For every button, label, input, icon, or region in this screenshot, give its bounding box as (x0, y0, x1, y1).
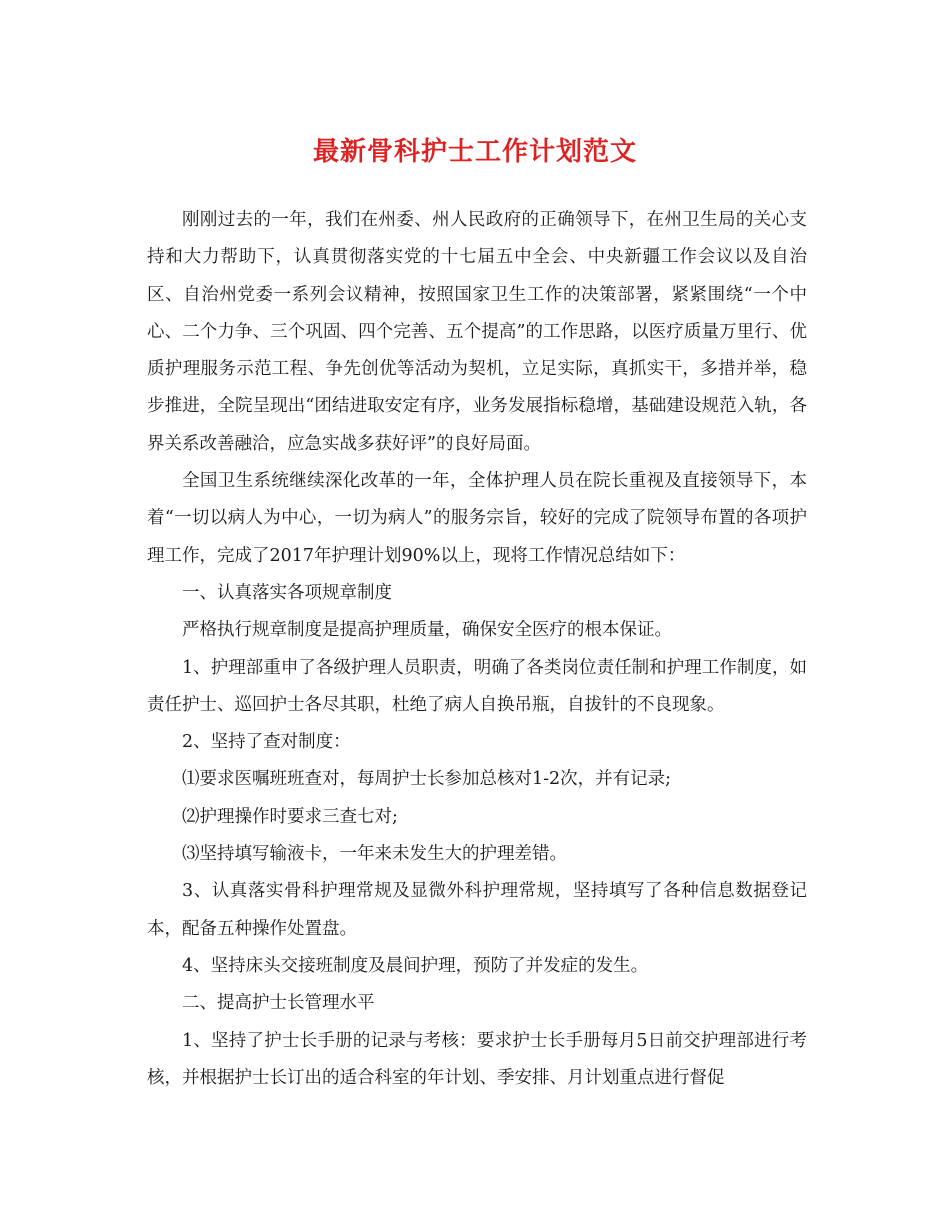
section-heading-1: 一、认真落实各项规章制度 (182, 582, 392, 603)
section-heading-2: 二、提高护士长管理水平 (182, 993, 375, 1014)
list-item: 2、坚持了查对制度： (182, 732, 351, 753)
sub-list-item: ⑴要求医嘱班班查对，每周护士长参加总核对1-2次，并有记录; (182, 769, 672, 790)
paragraph-intro: 刚刚过去的一年，我们在州委、州人民政府的正确领导下，在州卫生局的关心支持和大力帮助下，认真贯彻落实党的十七届五中全会、中央新疆工作会议以及自治区、自治州党委一系列会议精神，按照国家卫生工作的决策部署，紧紧围绕“一个中心、二个力争、三个巩固、四个完善、五个提高”的工作思路，以医疗质量万里行、优质护理服务示范工程、争先创优等活动为契机，立足实际，真抓实干，多措并举，稳步推进，全院呈现出“团结进取安定有序，业务发展指标稳增，基础建设规范入轨，各界关系改善融洽，应急实战多获好评”的良好局面。 (147, 210, 807, 454)
paragraph-summary: 全国卫生系统继续深化改革的一年，全体护理人员在院长重视及直接领导下，本着“一切以病人为中心，一切为病人”的服务宗旨，较好的完成了院领导布置的各项护理工作，完成了2017年护理计划90%以上，现将工作情况总结如下： (147, 471, 807, 566)
paragraph: 严格执行规章制度是提高护理质量，确保安全医疗的根本保证。 (182, 620, 672, 641)
sub-list-item: ⑶坚持填写输液卡，一年来未发生大的护理差错。 (182, 844, 567, 865)
document-body (147, 202, 807, 1097)
document-title: 最新骨科护士工作计划范文 (312, 137, 637, 167)
list-item: 1、坚持了护士长手册的记录与考核：要求护士长手册每月5日前交护理部进行考核，并根据护士长订出的适合科室的年计划、季安排、月计划重点进行督促 (147, 1030, 807, 1088)
list-item: 1、护理部重申了各级护理人员职责，明确了各类岗位责任制和护理工作制度，如责任护士、巡回护士各尽其职，杜绝了病人自换吊瓶，自拔针的不良现象。 (147, 657, 807, 715)
sub-list-item: ⑵护理操作时要求三查七对; (182, 806, 398, 827)
list-item: 3、认真落实骨科护理常规及显微外科护理常规，坚持填写了各种信息数据登记本，配备五种操作处置盘。 (147, 881, 807, 939)
list-item: 4、坚持床头交接班制度及晨间护理，预防了并发症的发生。 (182, 955, 649, 976)
